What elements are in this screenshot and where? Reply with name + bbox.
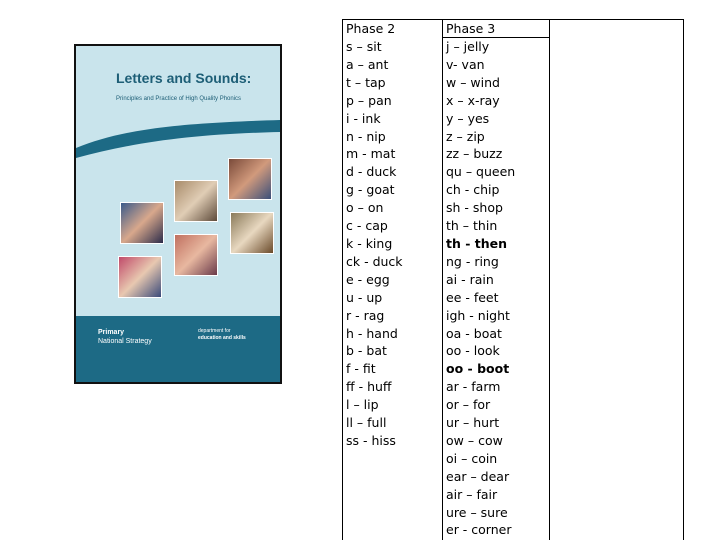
grapheme-entry: igh - night	[446, 307, 510, 323]
grapheme-entry: or – for	[446, 397, 491, 413]
table-border	[342, 19, 343, 540]
cover-photo	[120, 202, 164, 244]
grapheme-entry: sh - shop	[446, 200, 503, 216]
grapheme-entry: ear – dear	[446, 468, 510, 484]
grapheme-entry: e - egg	[346, 271, 390, 287]
grapheme-entry: ff - huff	[346, 379, 392, 395]
cover-wave	[76, 118, 280, 158]
grapheme-entry: air – fair	[446, 486, 498, 502]
cover-strategy	[98, 328, 152, 346]
grapheme-entry: ss - hiss	[346, 432, 396, 448]
grapheme-entry: th - then	[446, 235, 508, 251]
cover-photo	[230, 212, 274, 254]
cover-photo	[174, 234, 218, 276]
grapheme-entry: th – thin	[446, 218, 498, 234]
phase2-header: Phase 2	[346, 21, 396, 36]
grapheme-entry: j – jelly	[446, 39, 490, 54]
book-cover	[74, 44, 282, 384]
cover-bottom-band	[76, 316, 280, 382]
grapheme-entry: g - goat	[346, 182, 395, 198]
grapheme-entry: oa - boat	[446, 325, 502, 341]
phase3-list	[446, 38, 515, 539]
cover-department	[198, 328, 268, 342]
grapheme-entry: ai - rain	[446, 271, 494, 287]
grapheme-entry: l – lip	[346, 397, 379, 413]
grapheme-entry: ll – full	[346, 415, 387, 431]
grapheme-entry: oi – coin	[446, 450, 498, 466]
grapheme-entry: f - fit	[346, 361, 376, 377]
cover-photo	[228, 158, 272, 200]
grapheme-entry: zz – buzz	[446, 146, 503, 162]
grapheme-entry: d - duck	[346, 164, 397, 180]
grapheme-entry: p – pan	[346, 92, 392, 108]
grapheme-entry: m - mat	[346, 146, 396, 162]
grapheme-entry: b - bat	[346, 343, 387, 359]
grapheme-entry: ck - duck	[346, 253, 403, 269]
cover-department-line2: education and skills	[198, 335, 246, 341]
grapheme-entry: ch - chip	[446, 182, 500, 198]
grapheme-entry: qu – queen	[446, 164, 516, 180]
grapheme-entry: i - ink	[346, 110, 381, 126]
grapheme-entry: ow – cow	[446, 432, 503, 448]
cover-department-line1: department for	[198, 328, 231, 334]
grapheme-entry: v- van	[446, 56, 485, 72]
cover-subtitle: Principles and Practice of High Quality Phonics	[116, 96, 242, 102]
grapheme-entry: o – on	[346, 200, 384, 216]
grapheme-entry: c - cap	[346, 218, 388, 234]
phase3-header: Phase 3	[446, 21, 496, 36]
grapheme-entry: y – yes	[446, 110, 490, 126]
grapheme-entry: ar - farm	[446, 379, 501, 395]
table-border	[683, 19, 684, 540]
grapheme-entry: ur – hurt	[446, 415, 500, 431]
grapheme-entry: z – zip	[446, 128, 485, 144]
cover-photo	[118, 256, 162, 298]
grapheme-entry: s – sit	[346, 39, 382, 54]
table-border	[442, 19, 443, 540]
cover-title: Letters and Sounds:	[116, 70, 252, 86]
grapheme-entry: er - corner	[446, 522, 512, 538]
grapheme-entry: ee - feet	[446, 289, 499, 305]
grapheme-entry: u - up	[346, 289, 383, 305]
cover-photo	[174, 180, 218, 222]
grapheme-entry: k - king	[346, 235, 393, 251]
cover-strategy-line1: Primary	[98, 329, 125, 336]
grapheme-entry: h - hand	[346, 325, 398, 341]
grapheme-entry: a – ant	[346, 56, 389, 72]
grapheme-entry: w – wind	[446, 74, 500, 90]
grapheme-entry: n - nip	[346, 128, 386, 144]
table-border	[549, 19, 550, 540]
grapheme-entry: ure – sure	[446, 504, 508, 520]
grapheme-entry: x – x-ray	[446, 92, 500, 108]
grapheme-entry: oo - look	[446, 343, 500, 359]
grapheme-entry: t – tap	[346, 74, 386, 90]
phase2-list	[346, 38, 403, 450]
grapheme-entry: oo - boot	[446, 361, 510, 377]
cover-strategy-line2: National Strategy	[98, 338, 152, 345]
grapheme-entry: r - rag	[346, 307, 385, 323]
grapheme-entry: ng - ring	[446, 253, 499, 269]
